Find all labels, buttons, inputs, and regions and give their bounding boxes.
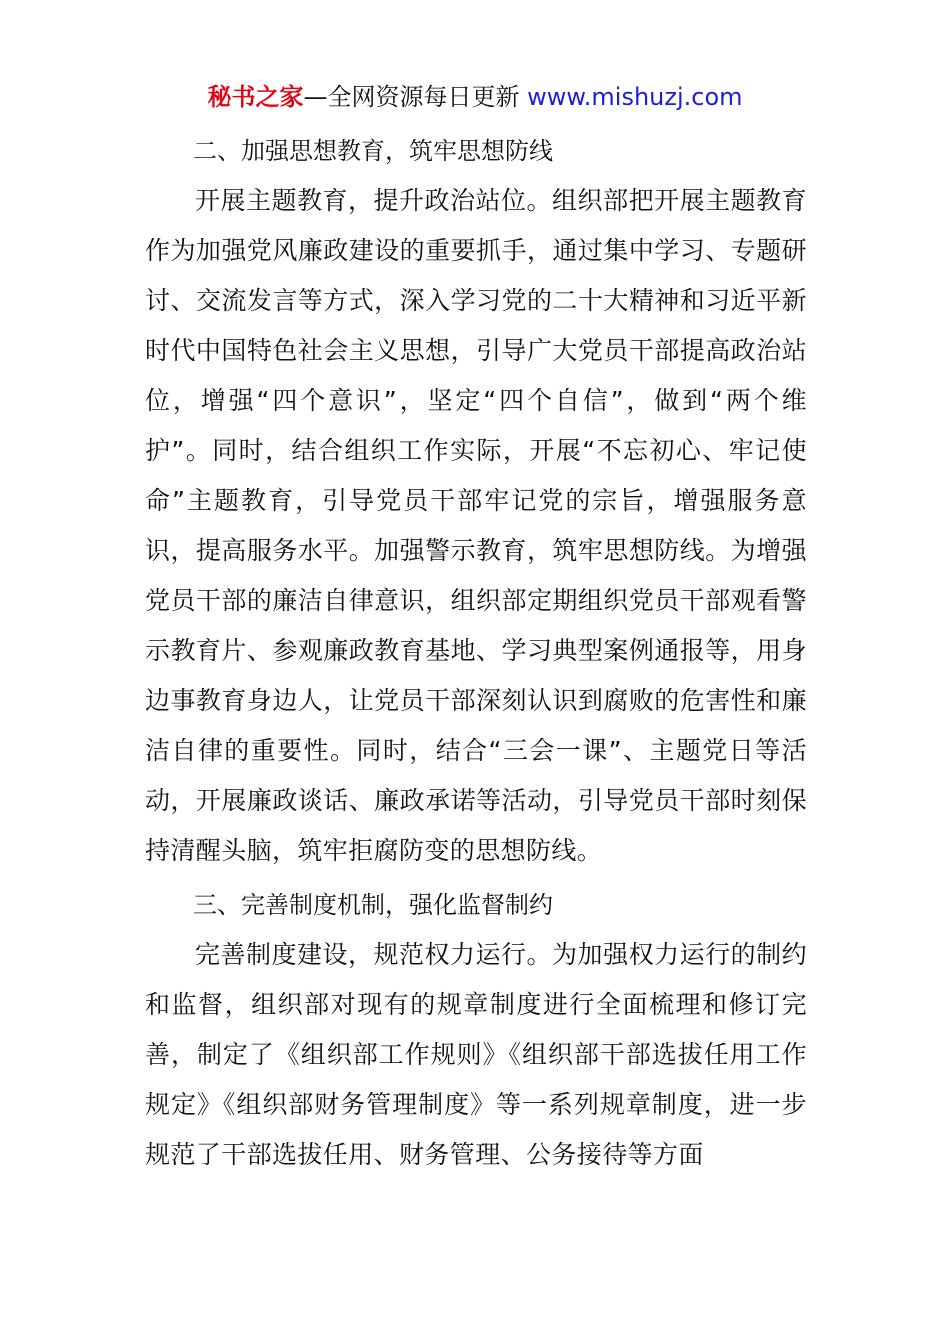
site-url[interactable]: www.mishuzj.com [527, 83, 743, 111]
site-tagline: —全网资源每日更新 [303, 83, 520, 111]
document-body [145, 126, 807, 1180]
section-heading-2: 二、加强思想教育，筑牢思想防线 [193, 137, 553, 165]
section-paragraph-3: 完善制度建设，规范权力运行。为加强权力运行的制约和监督，组织部对现有的规章制度进行全面梳理和修订完善，制定了《组织部工作规则》《组织部干部选拔任用工作规定》《组织部财务管理制度》等一系列规章制度，进一步规范了干部选拔任用、财务管理、公务接待等方面 [145, 940, 807, 1169]
site-brand: 秘书之家 [207, 83, 304, 111]
section-heading-3: 三、完善制度机制，强化监督制约 [193, 891, 553, 919]
section-paragraph-2: 开展主题教育，提升政治站位。组织部把开展主题教育作为加强党风廉政建设的重要抓手，通过集中学习、专题研讨、交流发言等方式，深入学习党的二十大精神和习近平新时代中国特色社会主义思想，引导广大党员干部提高政治站位，增强“四个意识”，坚定“四个自信”，做到“两个维护”。同时，结合组织工作实际，开展“不忘初心、牢记使命”主题教育，引导党员干部牢记党的宗旨，增强服务意识，提高服务水平。加强警示教育，筑牢思想防线。为增强党员干部的廉洁自律意识，组织部定期组织党员干部观看警示教育片、参观廉政教育基地、学习典型案例通报等，用身边事教育身边人，让党员干部深刻认识到腐败的危害性和廉洁自律的重要性。同时，结合“三会一课”、主题党日等活动，开展廉政谈话、廉政承诺等活动，引导党员干部时刻保持清醒头脑，筑牢拒腐防变的思想防线。 [145, 186, 807, 865]
site-header [0, 80, 950, 114]
